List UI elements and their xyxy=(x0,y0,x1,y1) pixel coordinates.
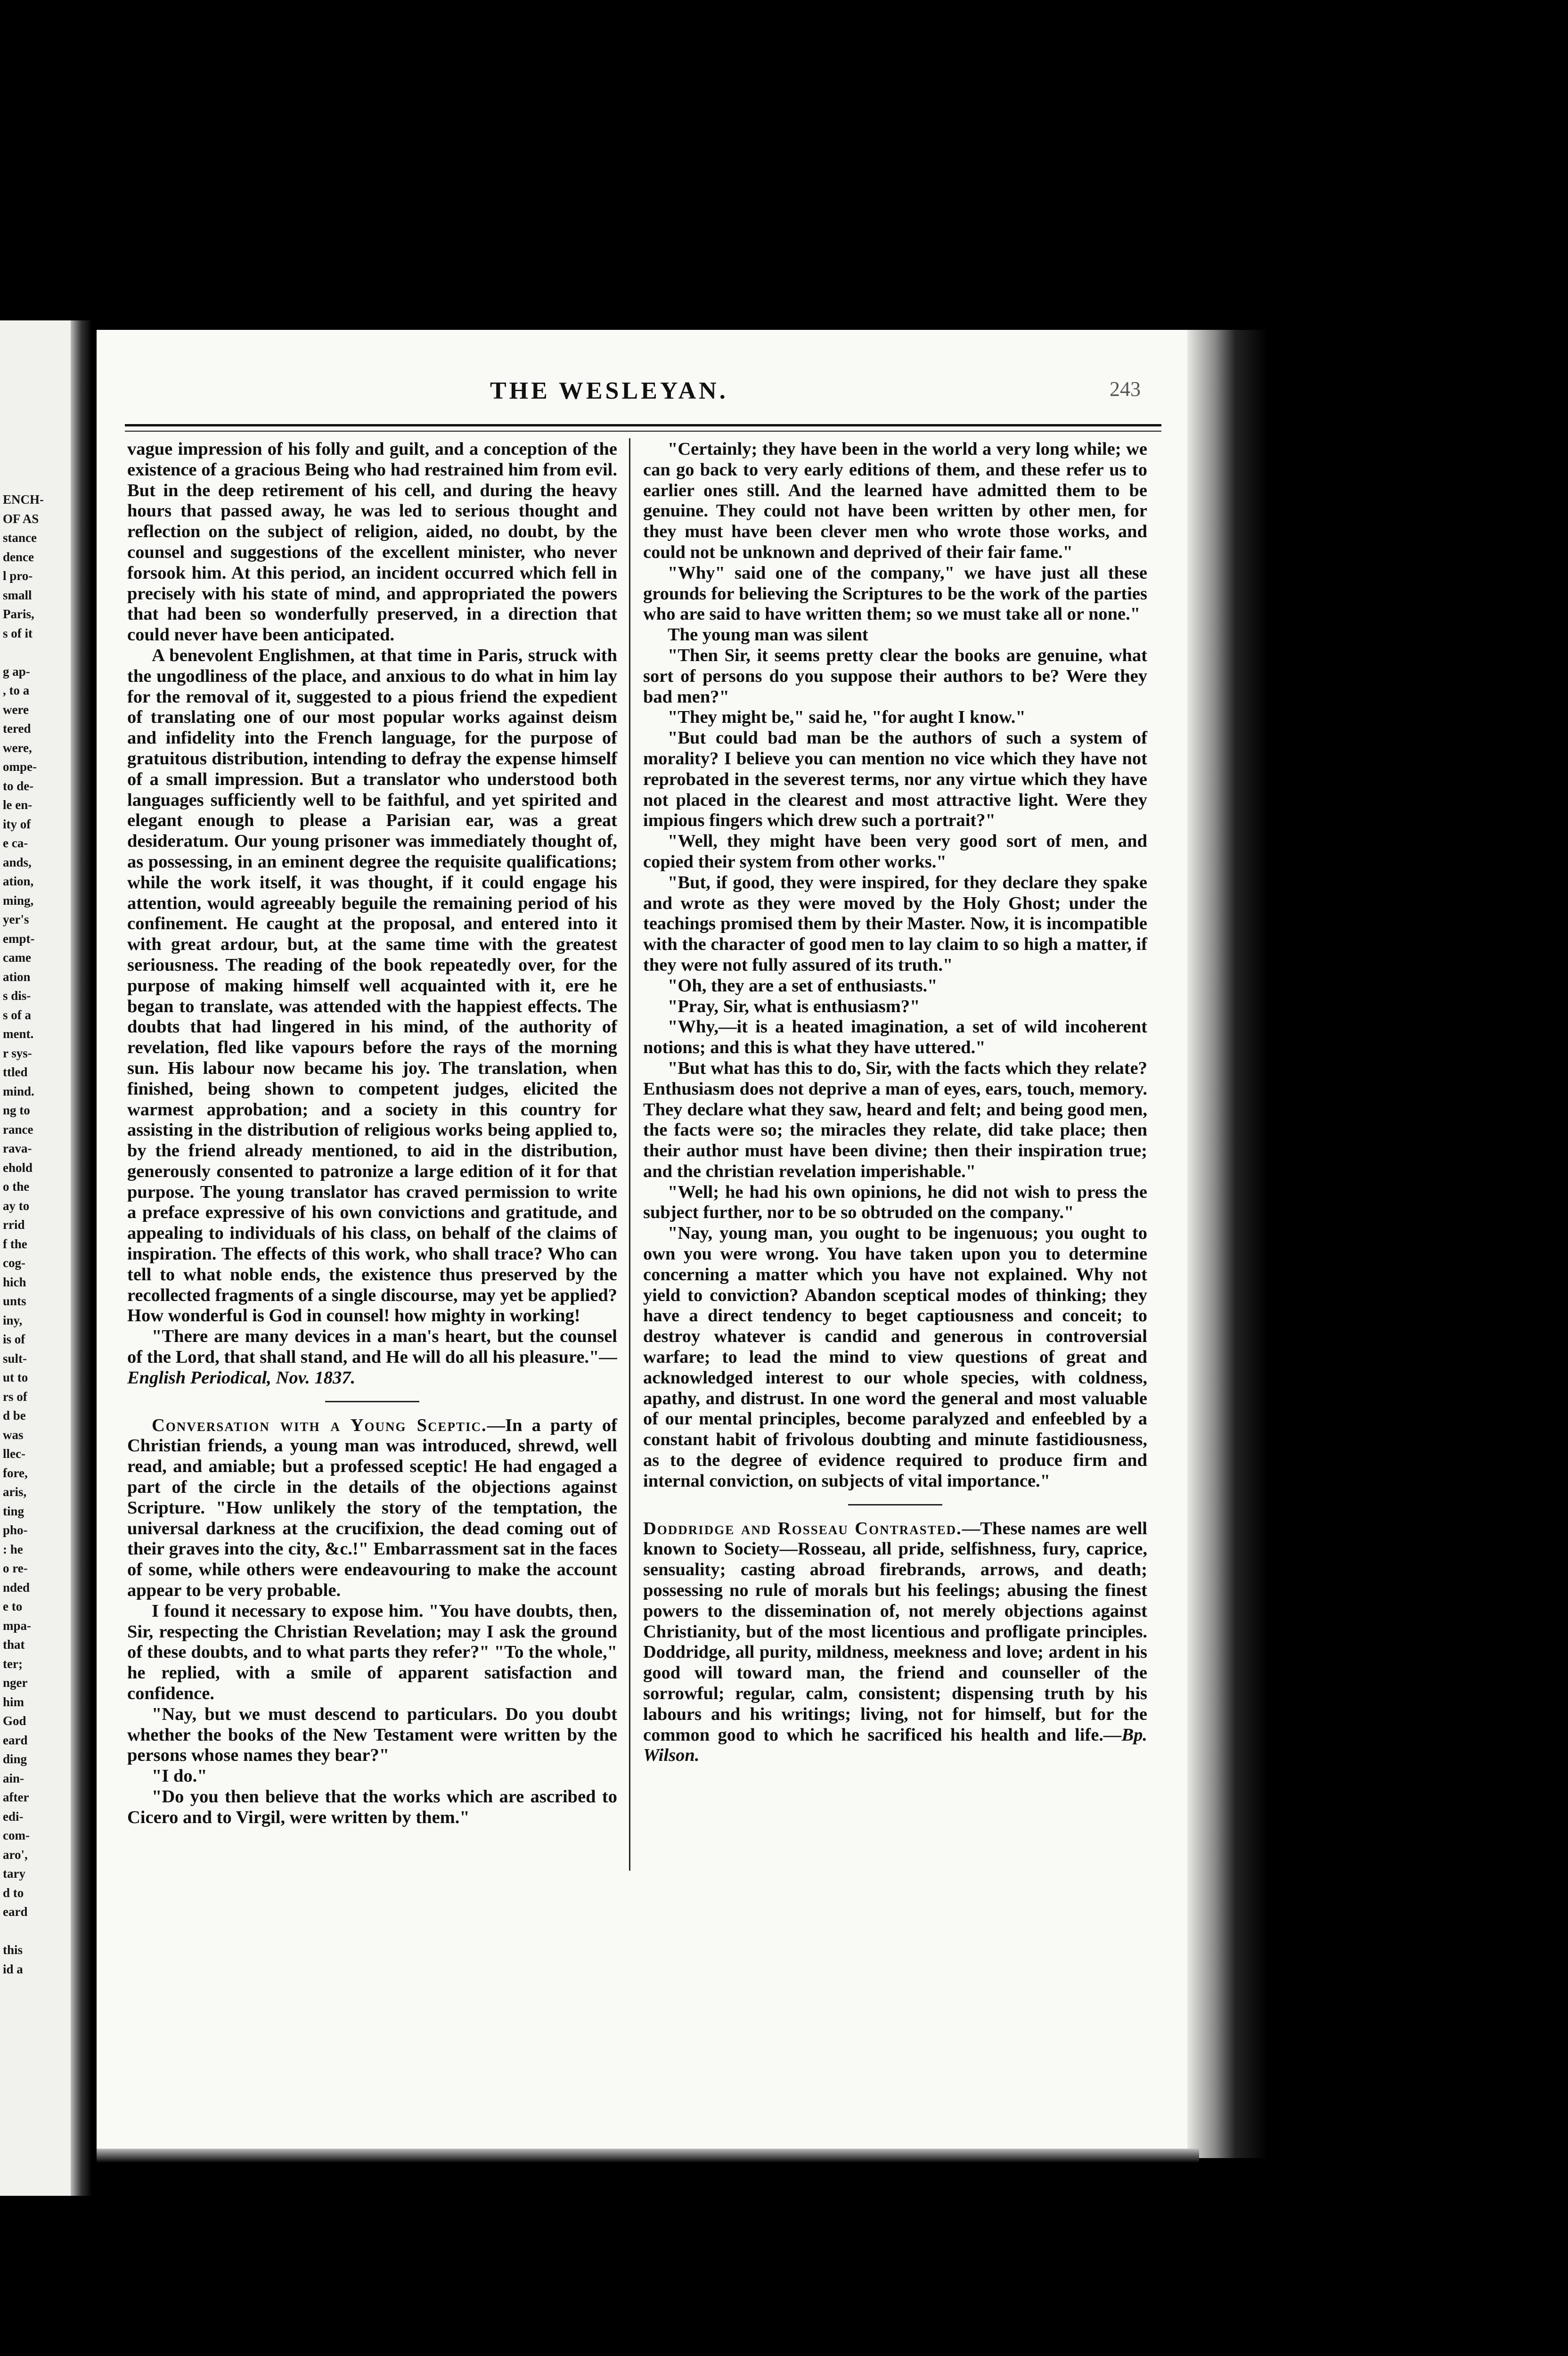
page-gutter-shadow xyxy=(71,320,92,2196)
paragraph: "Oh, they are a set of enthusiasts." xyxy=(668,975,938,996)
paragraph: "But could bad man be the authors of such a system of morality? I believe you can mention no vice which they have not reprobated in the severest terms, nor any virtue which they have not placed in the clearest and most attractive light. Were they impious fingers which drew such a portrait?" xyxy=(643,728,1147,831)
header-rule xyxy=(125,424,1161,426)
article-paragraph xyxy=(127,1415,617,1601)
paragraph: "They might be," said he, "for aught I know." xyxy=(668,707,1026,728)
article-text: —These names are well known to Society—Rosseau, all pride, selfishness, fury, caprice, sensuality; casting abroad firebrands, arrows, and death; possessing no rule of morals but his feelings; abusing the finest powers to the dissemination of, not merely objections against Christianity, but of the most licentious and profligate principles. Doddridge, all purity, mildness, meekness and love; ardent in his good will toward man, the friend and counseller of the sorrowful; regular, calm, consistent; dispensing truth by his labours and his writings; living, not for himself, but for the common good to which he sacrificed his health and life. xyxy=(643,1518,1147,1745)
paragraph: "Nay, young man, you ought to be ingenuous; you ought to own you were wrong. You have taken upon you to determine concerning a matter which you have not explained. Why not yield to conviction? Abandon sceptical modes of thinking; they have a direct tendency to beget captiousness and conceit; to destroy whatever is candid and generous in controversial warfare; to lead the mind to view questions of great and acknowledged interest to our whole species, with coldness, apathy, and distrust. In one word the general and most valuable of our mental principles, become paralyzed and enfeebled by a constant habit of frivolous doubting and minute fastidiousness, as to the degree of evidence required to produce firm and internal conviction, on subjects of vital importance." xyxy=(643,1223,1147,1491)
article-text: —In a party of Christian friends, a young man was introduced, shrewd, well read, and amiable; but a professed sceptic! He had engaged a part of the circle in the details of the objections against Scripture. "How unlikely the story of the temptation, the universal darkness at the crucifixion, the dead coming out of their graves into the city, &c.!" Embarrassment sat in the faces of some, while others were endeavouring to make the account appear to be very probable. xyxy=(127,1415,617,1601)
quotation xyxy=(127,1326,617,1388)
paragraph: "I do." xyxy=(152,1766,207,1786)
adjacent-page-text: ENCH- OF AS stance dence l pro- small Paris, s of it g ap- , to a were tered were, ompe- to de- le en- ity of e ca- ands, ation, ming, yer's empt- came ation s dis- s of a ment. r sys- ttled mind. ng to rance rava- ehold o the ay to rrid f the cog- hich unts iny, is of sult- ut to rs of d be was llec- fore, aris, ting pho- : he o re- nded e to mpa- that ter; nger him God eard ding ain- after edi- com- aro', tary d to eard this id a xyxy=(3,492,44,1976)
paragraph: "Well; he had his own opinions, he did not wish to press the subject further, nor to be so obtruded on the company." xyxy=(643,1182,1147,1223)
page-bottom-shadow xyxy=(97,2149,1199,2163)
paragraph: "But what has this to do, Sir, with the facts which they relate? Enthusiasm does not deprive a man of eyes, ears, touch, memory. They declare what they saw, heard and felt; and being good men, the facts were so; the miracles they relate, did take place; then their author must have been divine; then their inspiration true; and the christian revelation imperishable." xyxy=(643,1058,1147,1181)
page-edge-shadow xyxy=(1187,330,1267,2158)
article-heading: Doddridge and Rosseau Contrasted. xyxy=(643,1518,962,1538)
article-source: —Bp. Wilson. xyxy=(643,1725,1147,1766)
running-title: THE WESLEYAN. xyxy=(490,377,728,404)
paragraph: "Why" said one of the company," we have just all these grounds for believing the Scriptures to be the work of the parties who are said to have written them; so we must take all or none." xyxy=(643,563,1147,624)
page-header xyxy=(97,377,1199,415)
paragraph: "Pray, Sir, what is enthusiasm?" xyxy=(668,996,920,1016)
paragraph: The young man was silent xyxy=(668,625,868,645)
quote-source: —English Periodical, Nov. 1837. xyxy=(127,1347,618,1388)
column-divider xyxy=(629,438,630,1871)
paragraph: vague impression of his folly and guilt, and a conception of the existence of a gracious Being who had restrained him from evil. But in the deep retirement of his cell, and during the heavy hours that passed away, he was led to serious thought and reflection on the subject of religion, aided, no doubt, by the counsel and suggestions of the excellent minister, who never forsook him. At this period, an incident occurred which fell in precisely with his state of mind, and appropriated the powers that had been so wonderfully preserved, in a direction that could never have been anticipated. xyxy=(127,439,617,645)
paragraph: "Why,—it is a heated imagination, a set of wild incoherent notions; and this is what they have uttered." xyxy=(643,1017,1147,1058)
header-rule-thin xyxy=(125,431,1161,432)
article-heading: Conversation with a Young Sceptic. xyxy=(152,1415,487,1435)
book-page xyxy=(97,330,1199,2158)
paragraph: "Then Sir, it seems pretty clear the books are genuine, what sort of persons do you suppose their authors to be? Were they bad men?" xyxy=(643,645,1147,707)
article-paragraph xyxy=(643,1519,1147,1767)
paragraph: "But, if good, they were inspired, for they declare they spake and wrote as they were moved by the Holy Ghost; under the teachings promised them by their Master. Now, it is incompatible with the character of good men to lay claim to so high a matter, if they were not fully assured of its truth." xyxy=(643,872,1147,975)
quote-text: "There are many devices in a man's heart, but the counsel of the Lord, that shall stand, and He will do all his pleasure." xyxy=(127,1326,617,1367)
section-separator xyxy=(325,1401,419,1402)
left-column xyxy=(127,439,617,1828)
right-column xyxy=(643,439,1147,1766)
paragraph: A benevolent Englishmen, at that time in Paris, struck with the ungodliness of the place, and anxious to do what in him lay for the removal of it, suggested to a pious friend the expedient of translating one of our most popular works against deism and infidelity into the French language, for the purpose of gratuitous distribution, intending to defray the expense himself of a small impression. But a translator who understood both languages sufficiently well to be faithful, and yet spirited and elegant enough to please a Parisian ear, was a great desideratum. Our young prisoner was immediately thought of, as possessing, in an eminent degree the requisite qualifications; while the work itself, it was thought, if it could engage his attention, would agreeably beguile the remaining period of his confinement. He caught at the proposal, and entered into it with great ardour, but, at the same time with the greatest seriousness. The reading of the book repeatedly over, for the purpose of making himself well acquainted with it, ere he began to translate, was attended with the happiest effects. The doubts that had lingered in his mind, of the authority of revelation, fled like vapours before the rays of the morning sun. His labour now became his joy. The translation, when finished, being shown to competent judges, elicited the warmest approbation; and a society in this country for assisting in the distribution of religious works being applied to, by the friend already mentioned, to aid in the distribution, generously consented to patronize a large edition of it for that purpose. The young translator has craved permission to write a preface expressive of his own convictions and gratitude, and appealing to individuals of his class, on behalf of the claims of inspiration. The effects of this work, who shall trace? Who can tell to what noble ends, the existence thus preserved by the recollected fragments of a single discourse, may yet be applied? How wonderful is God in counsel! how mighty in working! xyxy=(127,645,617,1326)
paragraph: "Certainly; they have been in the world a very long while; we can go back to very early editions of them, and these refer us to earlier ones still. And the learned have admitted them to be genuine. They could not have been written by other men, for they must have been clever men who wrote those works, and could not be unknown and deprived of their fair fame." xyxy=(643,439,1147,562)
paragraph: "Well, they might have been very good sort of men, and copied their system from other works." xyxy=(643,831,1147,872)
section-separator xyxy=(848,1504,942,1505)
paragraph: I found it necessary to expose him. "You have doubts, then, Sir, respecting the Christian Revelation; may I ask the ground of these doubts, and to what parts they refer?" "To the whole," he replied, with a smile of apparent satisfaction and confidence. xyxy=(127,1601,617,1704)
paragraph: "Nay, but we must descend to particulars. Do you doubt whether the books of the New Testament were written by the persons whose names they bear?" xyxy=(127,1704,617,1766)
page-number: 243 xyxy=(1110,377,1141,401)
paragraph: "Do you then believe that the works which are ascribed to Cicero and to Virgil, were written by them." xyxy=(127,1787,617,1827)
